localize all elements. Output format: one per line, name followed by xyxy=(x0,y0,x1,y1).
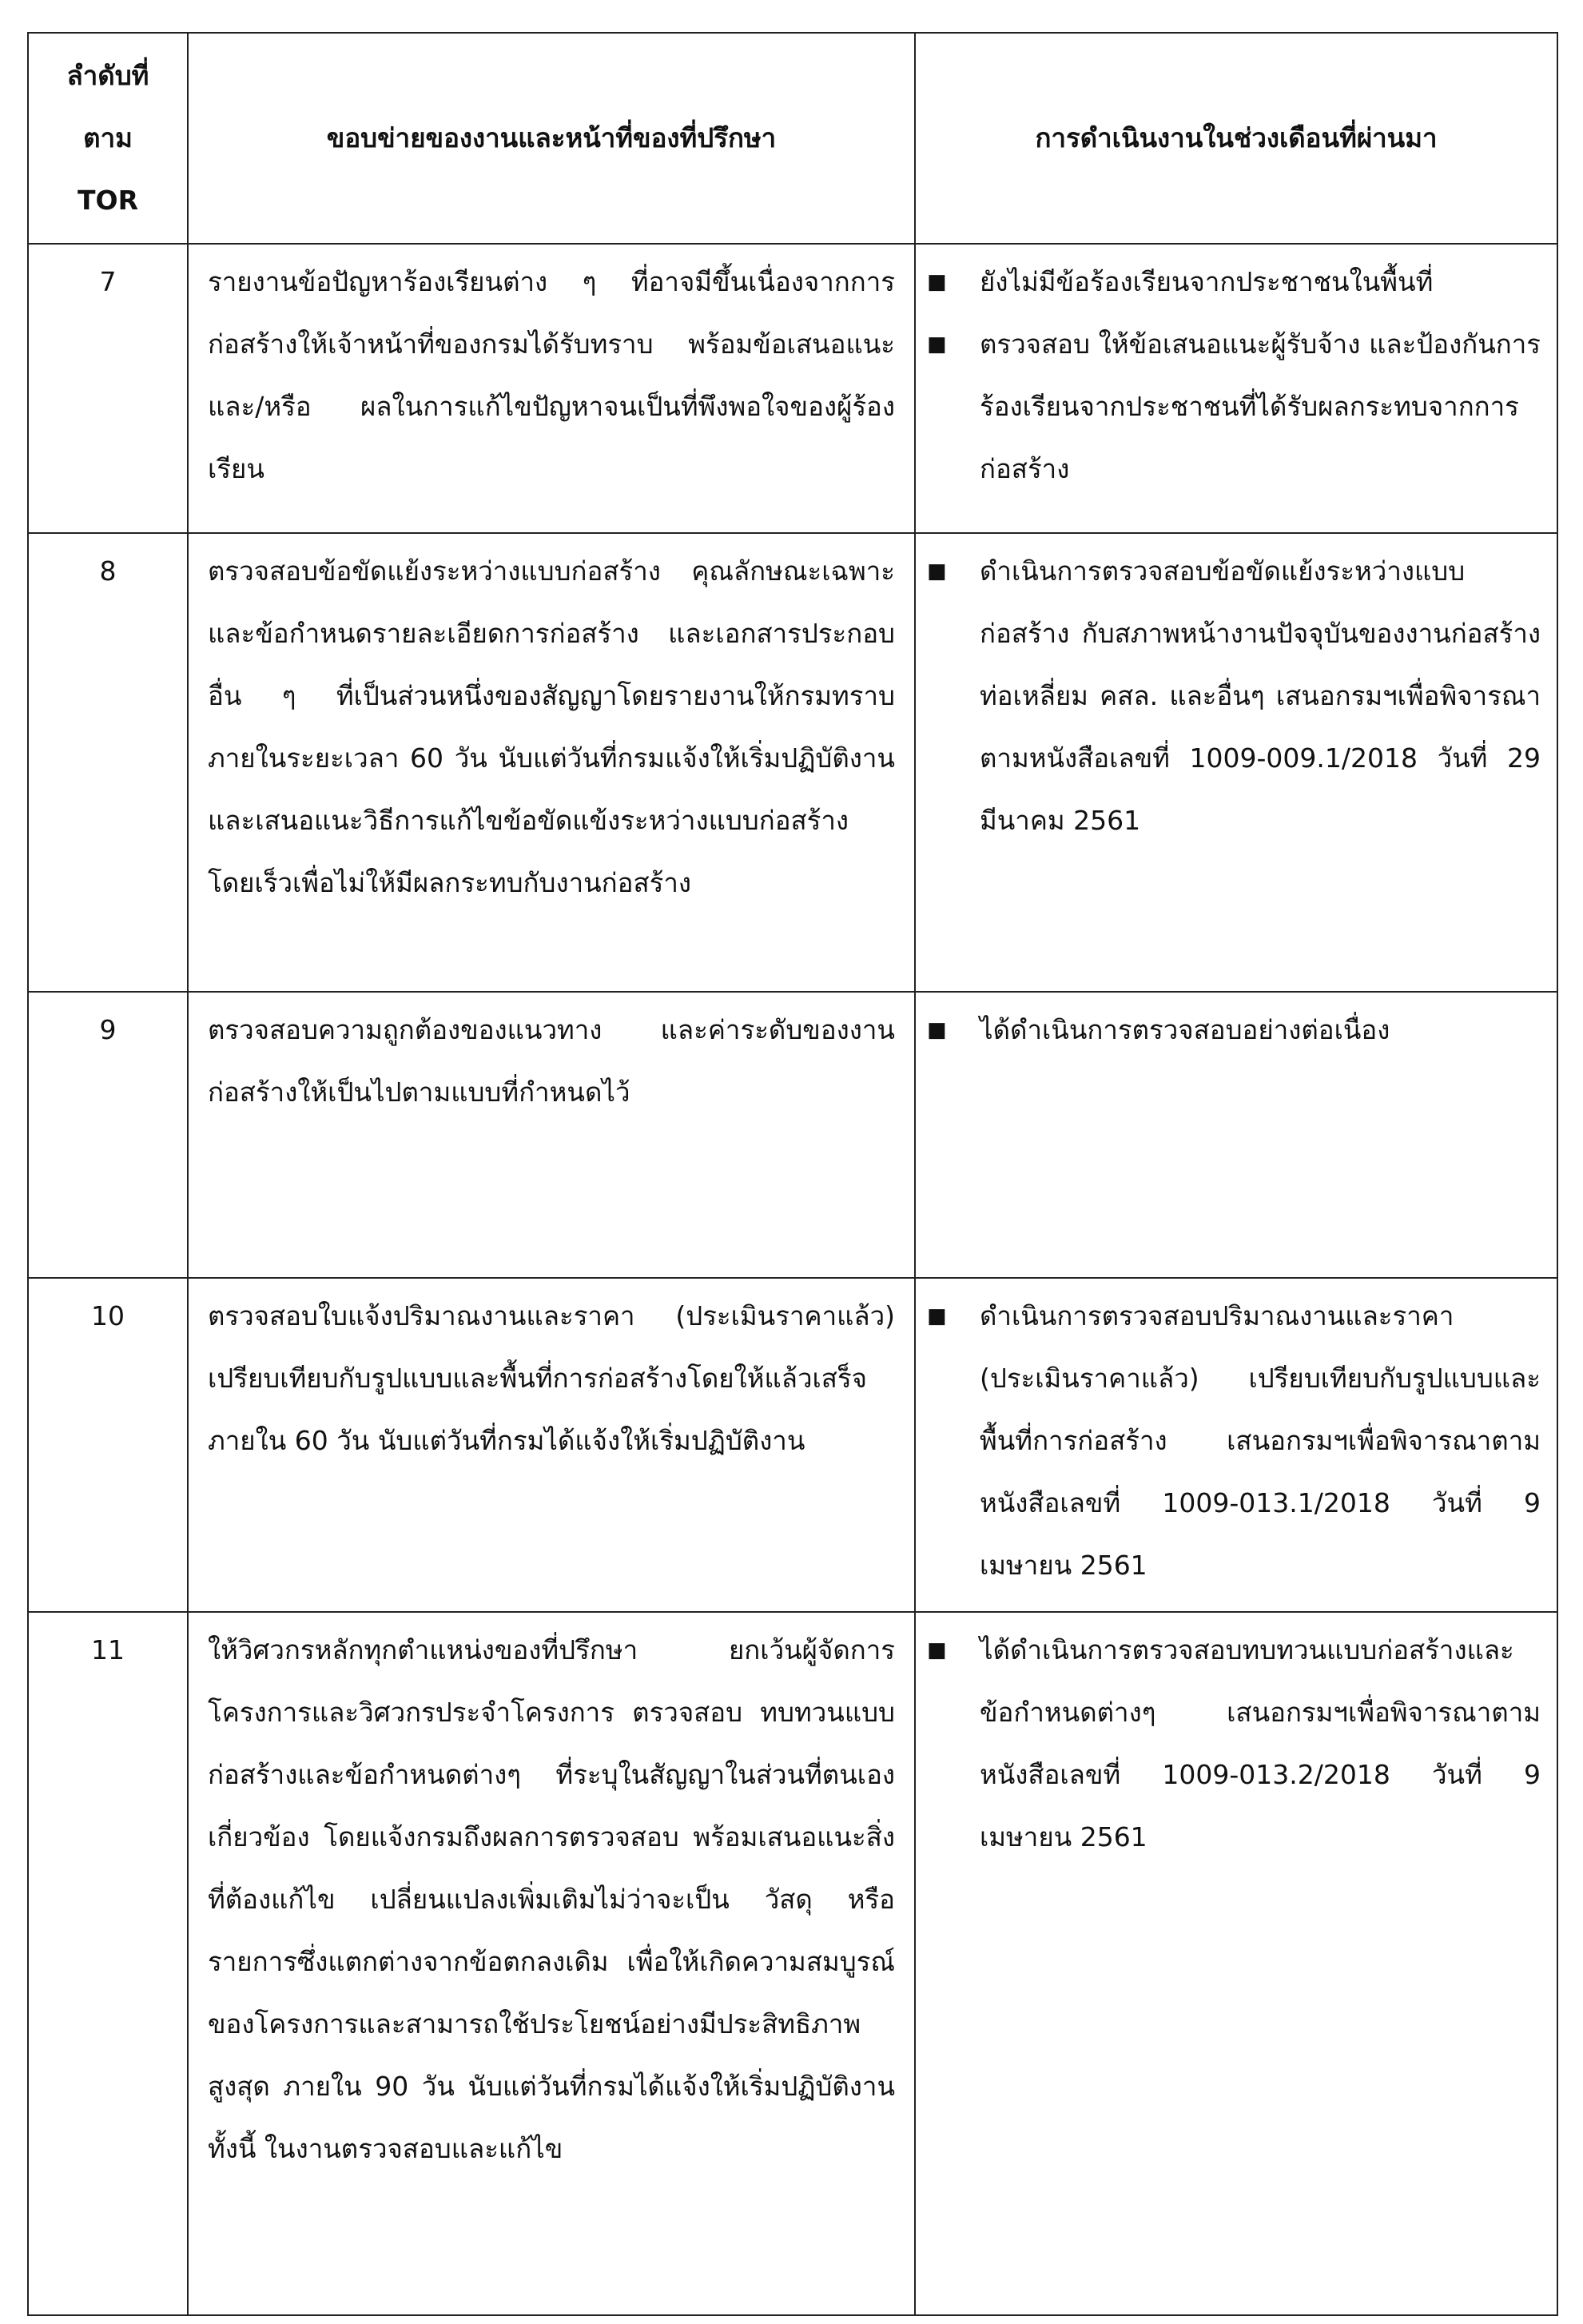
progress-text: ยังไม่มีข้อร้องเรียนจากประชาชนในพื้นที่ xyxy=(980,266,1434,297)
table-row xyxy=(28,992,1557,1278)
table-row xyxy=(28,244,1557,533)
progress-text: ดำเนินการตรวจสอบข้อขัดแย้งระหว่างแบบก่อสร้าง กับสภาพหน้างานปัจจุบันของงานก่อสร้างท่อเหลี่ยม คสล. และอื่นๆ เสนอกรมฯเพื่อพิจารณา ตามหนังสือเลขที่ 1009-009.1/2018 วันที่ 29 มีนาคม 2561 xyxy=(980,555,1541,836)
progress-text: ตรวจสอบ ให้ข้อเสนอแนะผู้รับจ้าง และป้องกันการร้องเรียนจากประชาชนที่ได้รับผลกระทบจากการก่อสร้าง xyxy=(980,328,1541,484)
square-bullet-icon: ■ xyxy=(927,559,947,583)
progress-text: ได้ดำเนินการตรวจสอบทบทวนแบบก่อสร้างและข้อกำหนดต่างๆ เสนอกรมฯเพื่อพิจารณาตามหนังสือเลขที่ 1009-013.2/2018 วันที่ 9 เมษายน 2561 xyxy=(980,1634,1541,1852)
row-number: 8 xyxy=(28,533,188,992)
progress-item xyxy=(927,1285,1541,1597)
square-bullet-icon: ■ xyxy=(927,1304,947,1328)
square-bullet-icon: ■ xyxy=(927,1638,947,1662)
row-scope: รายงานข้อปัญหาร้องเรียนต่าง ๆ ที่อาจมีขึ้นเนื่องจากการก่อสร้างให้เจ้าหน้าที่ของกรมได้รับทราบ พร้อมข้อเสนอแนะ และ/หรือ ผลในการแก้ไขปัญหาจนเป็นที่พึงพอใจของผู้ร้องเรียน xyxy=(188,244,915,533)
progress-item xyxy=(927,999,1541,1061)
row-scope: ตรวจสอบข้อขัดแย้งระหว่างแบบก่อสร้าง คุณลักษณะเฉพาะและข้อกำหนดรายละเอียดการก่อสร้าง และเอกสารประกอบอื่น ๆ ที่เป็นส่วนหนึ่งของสัญญาโดยรายงานให้กรมทราบภายในระยะเวลา 60 วัน นับแต่วันที่กรมแจ้งให้เริ่มปฏิบัติงาน และเสนอแนะวิธีการแก้ไขข้อขัดแข้งระหว่างแบบก่อสร้างโดยเร็วเพื่อไม่ให้มีผลกระทบกับงานก่อสร้าง xyxy=(188,533,915,992)
table-row xyxy=(28,1612,1557,2315)
header-scope: ขอบข่ายของงานและหน้าที่ของที่ปรึกษา xyxy=(188,33,915,244)
square-bullet-icon: ■ xyxy=(927,332,947,356)
square-bullet-icon: ■ xyxy=(927,270,947,294)
header-tor-line-3: TOR xyxy=(78,185,138,216)
header-tor-number xyxy=(28,33,188,244)
header-progress: การดำเนินงานในช่วงเดือนที่ผ่านมา xyxy=(915,33,1557,244)
table-header-row xyxy=(28,33,1557,244)
progress-item xyxy=(927,251,1541,313)
progress-item xyxy=(927,540,1541,852)
progress-text: ดำเนินการตรวจสอบปริมาณงานและราคา (ประเมินราคาแล้ว) เปรียบเทียบกับรูปแบบและพื้นที่การก่อสร้าง เสนอกรมฯเพื่อพิจารณาตามหนังสือเลขที่ 1009-013.1/2018 วันที่ 9 เมษายน 2561 xyxy=(980,1300,1541,1581)
row-progress xyxy=(915,533,1557,992)
row-scope: ให้วิศวกรหลักทุกตำแหน่งของที่ปรึกษา ยกเว้นผู้จัดการโครงการและวิศวกรประจำโครงการ ตรวจสอบ ทบทวนแบบก่อสร้างและข้อกำหนดต่างๆ ที่ระบุในสัญญาในส่วนที่ตนเองเกี่ยวข้อง โดยแจ้งกรมถึงผลการตรวจสอบ พร้อมเสนอแนะสิ่งที่ต้องแก้ไข เปลี่ยนแปลงเพิ่มเติมไม่ว่าจะเป็น วัสดุ หรือรายการซึ่งแตกต่างจากข้อตกลงเดิม เพื่อให้เกิดความสมบูรณ์ของโครงการและสามารถใช้ประโยชน์อย่างมีประสิทธิภาพสูงสุด ภายใน 90 วัน นับแต่วันที่กรมได้แจ้งให้เริ่มปฏิบัติงาน ทั้งนี้ ในงานตรวจสอบและแก้ไข xyxy=(188,1612,915,2315)
table-row xyxy=(28,1278,1557,1612)
row-number: 7 xyxy=(28,244,188,533)
tor-progress-table xyxy=(27,32,1558,2316)
row-scope: ตรวจสอบความถูกต้องของแนวทาง และค่าระดับของงานก่อสร้างให้เป็นไปตามแบบที่กำหนดไว้ xyxy=(188,992,915,1278)
row-scope: ตรวจสอบใบแจ้งปริมาณงานและราคา (ประเมินราคาแล้ว) เปรียบเทียบกับรูปแบบและพื้นที่การก่อสร้างโดยให้แล้วเสร็จภายใน 60 วัน นับแต่วันที่กรมได้แจ้งให้เริ่มปฏิบัติงาน xyxy=(188,1278,915,1612)
header-tor-line-2: ตาม xyxy=(83,122,133,153)
progress-text: ได้ดำเนินการตรวจสอบอย่างต่อเนื่อง xyxy=(980,1014,1390,1045)
row-progress xyxy=(915,244,1557,533)
row-number: 10 xyxy=(28,1278,188,1612)
header-tor-line-1: ลำดับที่ xyxy=(66,60,149,91)
row-progress xyxy=(915,1612,1557,2315)
progress-item xyxy=(927,313,1541,500)
table-row xyxy=(28,533,1557,992)
row-number: 11 xyxy=(28,1612,188,2315)
row-number: 9 xyxy=(28,992,188,1278)
progress-item xyxy=(927,1619,1541,1868)
square-bullet-icon: ■ xyxy=(927,1018,947,1042)
row-progress xyxy=(915,1278,1557,1612)
row-progress xyxy=(915,992,1557,1278)
